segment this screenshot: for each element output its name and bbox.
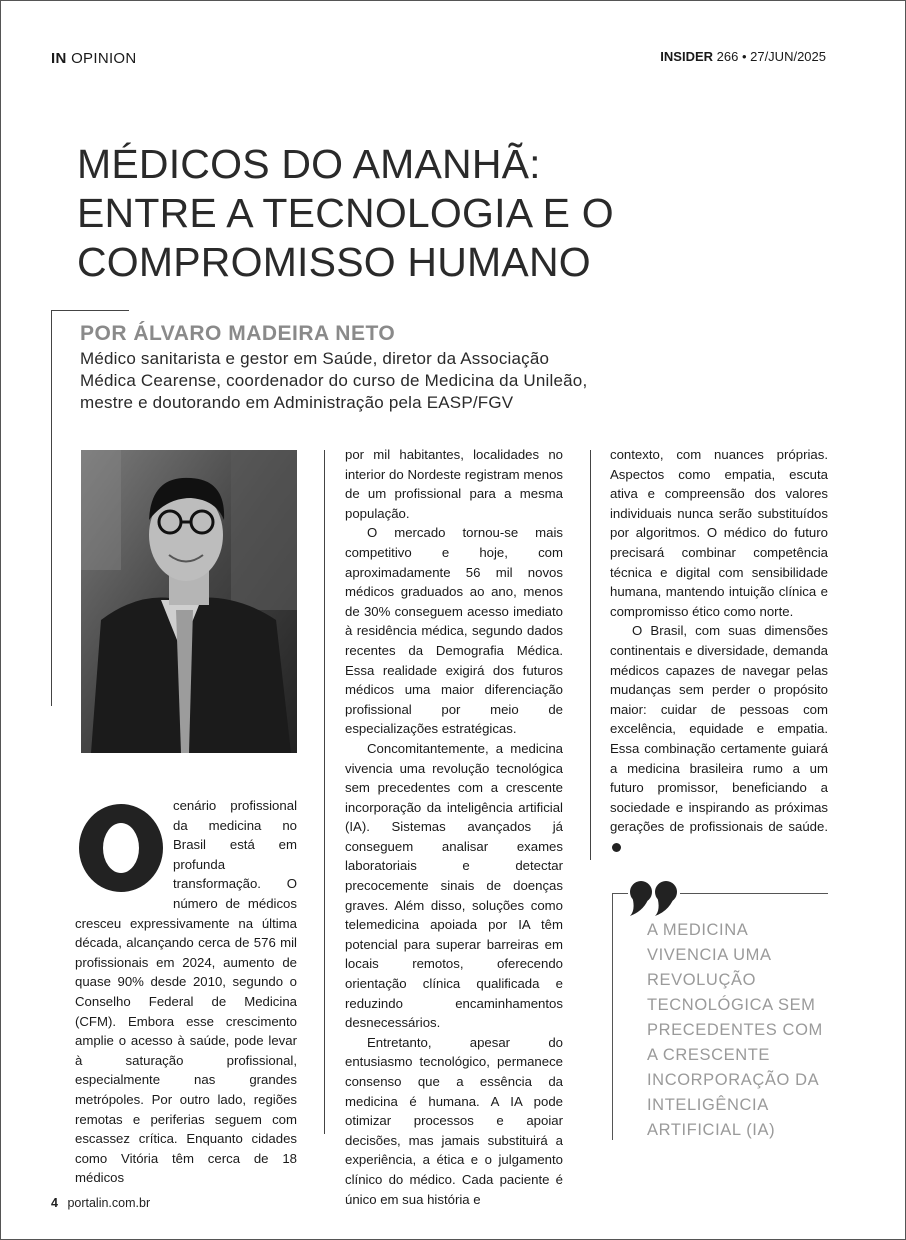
paragraph <box>610 621 828 856</box>
author-bio-line: mestre e doutorando em Administração pela EASP/FGV <box>80 393 514 412</box>
title-line: ENTRE A TECNOLOGIA E O <box>77 190 614 236</box>
article-title <box>77 140 837 287</box>
drop-cap-o <box>75 802 167 894</box>
author-name: POR ÁLVARO MADEIRA NETO <box>80 322 396 345</box>
paragraph: cenário profissional da medicina no Brasil está em profunda transformação. O número de médicos cresceu expressivamente na última década, alcançando cerca de 576 mil profissionais em 2024, aumento de quase 90% desde 2010, segundo o Conselho Federal de Medicina (CFM). Embora esse crescimento amplie o acesso à saúde, pode levar à saturação profissional, especialmente nas grandes metrópoles. Por outro lado, regiões remotas e periferias seguem com escassez crítica. Enquanto cidades como Vitória têm cerca de 18 médicos <box>75 798 297 1186</box>
title-line: MÉDICOS DO AMANHÃ: <box>77 141 541 187</box>
end-mark-icon <box>612 843 621 852</box>
paragraph-text: O Brasil, com suas dimensões continentais e diversidade, demanda médicos capazes de navegar pelas mudanças sem perder o propósito maior: cuidar de pessoas com excelência, equidade e empatia. Essa combinação certamente guiará a medicina brasileira rumo a um futuro promissor, beneficiando a sociedade e inspirando as próximas gerações de profissionais de saúde. <box>610 623 828 835</box>
title-line: COMPROMISSO HUMANO <box>77 239 591 285</box>
author-bio-line: Médica Cearense, coordenador do curso de Medicina da Unileão, <box>80 371 588 390</box>
page-number: 4 <box>51 1196 58 1210</box>
author-bio <box>80 348 700 414</box>
magazine-name: INSIDER <box>660 49 714 64</box>
paragraph: Concomitantemente, a medicina vivencia uma revolução tecnológica sem precedentes com a crescente incorporação da inteligência artificial (IA). Sistemas avançados já conseguem analisar exames laboratoriais e detectar precocemente sinais de doenças graves. Além disso, soluções como telemedicina apoiada por IA têm potencial para superar barreiras em locais remotos, oferecendo orientação clínica qualificada e reduzindo encaminhamentos desnecessários. <box>345 740 563 1031</box>
column-divider <box>590 450 591 860</box>
section-label <box>51 50 137 67</box>
section-name: OPINION <box>71 50 137 67</box>
article-column-2 <box>345 445 563 1209</box>
paragraph: O mercado tornou-se mais competitivo e hoje, com aproximadamente 56 mil novos médicos graduados ao ano, menos de 30% conseguem acesso imediato à residência médica, segundo dados recentes da Demografia Médica. Essa realidade exigirá dos futuros médicos uma maior diferenciação profissional por meio de especializações estratégicas. <box>345 525 563 737</box>
article-column-3 <box>610 445 828 856</box>
page-footer <box>51 1196 150 1210</box>
quote-marks-icon <box>628 880 680 916</box>
issue-date: 266 • 27/JUN/2025 <box>716 49 826 64</box>
article-column-1 <box>75 796 297 1188</box>
paragraph: contexto, com nuances próprias. Aspectos como empatia, escuta ativa e compreensão dos valores individuais nunca serão substituídos por algoritmos. O médico do futuro precisará combinar competência técnica e digital com sensibilidade humana, mantendo intuição clínica e compromisso ético como norte. <box>610 447 828 619</box>
section-prefix: IN <box>51 50 67 67</box>
issue-info <box>660 49 826 64</box>
author-bio-line: Médico sanitarista e gestor em Saúde, diretor da Associação <box>80 349 550 368</box>
pull-quote: A MEDICINA VIVENCIA UMA REVOLUÇÃO TECNOLÓGICA SEM PRECEDENTES COM A CRESCENTE INCORPORAÇÃO DA INTELIGÊNCIA ARTIFICIAL (IA) <box>647 921 823 1139</box>
site-link[interactable]: portalin.com.br <box>67 1196 151 1210</box>
paragraph: Entretanto, apesar do entusiasmo tecnológico, permanece consenso que a essência da medicina é humana. A IA pode otimizar processos e apoiar decisões, mas jamais substituirá a experiência, a ética e o julgamento clínico do médico. Cada paciente é único em sua história e <box>345 1034 563 1207</box>
paragraph: por mil habitantes, localidades no interior do Nordeste registram menos de um profissional para a mesma população. <box>345 447 563 521</box>
author-photo <box>81 450 297 753</box>
author-portrait-illustration <box>81 450 297 753</box>
column-divider <box>324 450 325 1134</box>
